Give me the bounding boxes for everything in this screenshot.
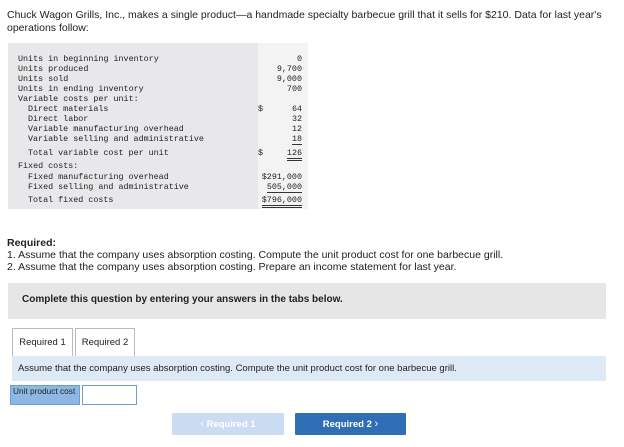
- row-label: Fixed selling and administrative: [28, 182, 189, 192]
- row-units-ending: [8, 84, 308, 94]
- section-header: Variable costs per unit:: [18, 94, 139, 104]
- row-total-fixed: [8, 195, 308, 205]
- row-total-variable: [8, 148, 308, 158]
- row-value: $291,000: [261, 172, 302, 182]
- row-value: $796,000: [262, 195, 302, 208]
- row-units-produced: [8, 64, 308, 74]
- row-variable-overhead: [8, 124, 308, 134]
- currency-sign: $: [258, 104, 264, 114]
- row-label: Units in ending inventory: [18, 84, 144, 94]
- section-header: Fixed costs:: [18, 161, 79, 171]
- prev-tab-button[interactable]: [172, 413, 284, 435]
- row-fixed-header: [8, 161, 308, 171]
- row-label: Variable manufacturing overhead: [28, 124, 184, 134]
- tab-required-2[interactable]: Required 2: [75, 328, 135, 357]
- requirement-1: 1. Assume that the company uses absorption costing. Compute the unit product cost for one barbecue grill.: [7, 249, 504, 261]
- row-variable-header: [8, 94, 308, 104]
- row-label: Units sold: [18, 74, 69, 84]
- next-tab-button[interactable]: [295, 413, 406, 435]
- row-label: Total variable cost per unit: [28, 148, 169, 158]
- row-value: 12: [291, 124, 302, 134]
- chevron-right-icon: ›: [374, 418, 379, 430]
- problem-intro: Chuck Wagon Grills, Inc., makes a single product—a handmade specialty barbecue grill that it sells for $210. Data for last year's operations follow:: [7, 9, 602, 34]
- row-label: Fixed manufacturing overhead: [28, 172, 169, 182]
- tab-instruction-text: Assume that the company uses absorption costing. Compute the unit product cost for one barbecue grill.: [18, 363, 457, 374]
- row-label: Units in beginning inventory: [18, 54, 159, 64]
- row-fixed-overhead: [8, 172, 308, 182]
- row-value: 9,700: [276, 64, 302, 74]
- row-label: Direct labor: [28, 114, 89, 124]
- banner-text: Complete this question by entering your answers in the tabs below.: [22, 294, 343, 305]
- instruction-banner: [8, 283, 606, 319]
- cost-data-table: [8, 43, 308, 209]
- row-value: 9,000: [276, 74, 302, 84]
- row-direct-materials: [8, 104, 308, 114]
- row-units-beginning: [8, 54, 308, 64]
- tab-required-1[interactable]: Required 1: [12, 328, 73, 357]
- row-label: Total fixed costs: [28, 195, 114, 205]
- row-value: 505,000: [266, 182, 302, 192]
- chevron-left-icon: ‹: [200, 418, 204, 430]
- prev-tab-label: Required 1: [206, 419, 256, 430]
- row-value: 700: [286, 84, 302, 94]
- row-label: Units produced: [18, 64, 89, 74]
- row-units-sold: [8, 74, 308, 84]
- row-value: 32: [291, 114, 302, 124]
- row-value: 126: [287, 148, 302, 161]
- next-tab-label: Required 2: [322, 419, 372, 430]
- row-value: 64: [291, 104, 302, 114]
- unit-product-cost-input[interactable]: [82, 385, 137, 405]
- required-heading: Required:: [7, 237, 57, 249]
- currency-sign: $: [258, 148, 264, 158]
- row-fixed-selling: [8, 182, 308, 192]
- row-value: 0: [296, 54, 302, 64]
- row-direct-labor: [8, 114, 308, 124]
- requirement-2: 2. Assume that the company uses absorption costing. Prepare an income statement for last year.: [7, 261, 457, 273]
- unit-product-cost-label: Unit product cost: [10, 385, 80, 405]
- tab-instruction-panel: [12, 356, 606, 381]
- row-label: Variable selling and administrative: [28, 134, 204, 144]
- row-label: Direct materials: [28, 104, 109, 114]
- row-variable-selling: [8, 134, 308, 144]
- row-value: 18: [291, 134, 302, 144]
